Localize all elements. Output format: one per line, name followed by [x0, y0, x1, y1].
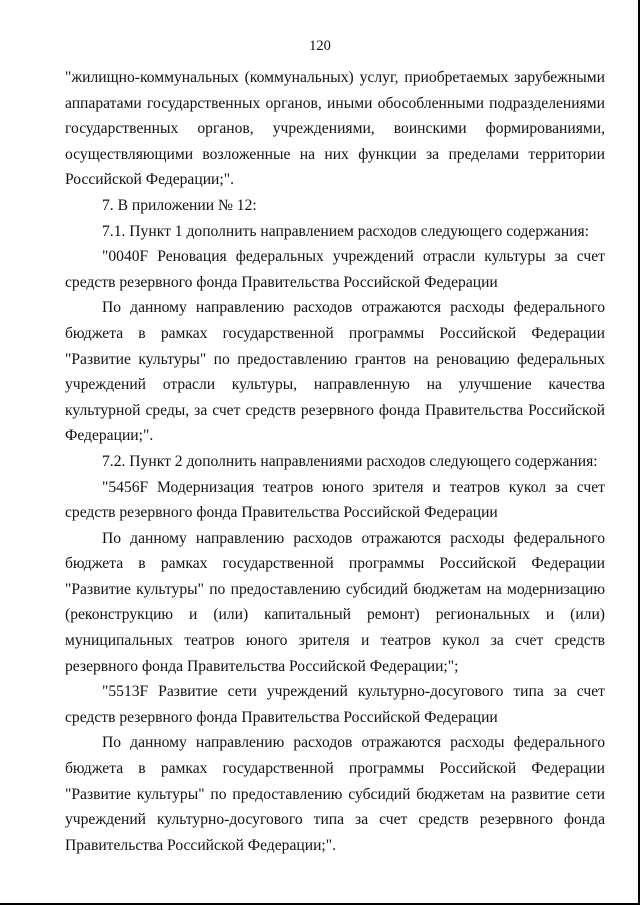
document-body [65, 65, 605, 858]
paragraph-3: 7.1. Пункт 1 дополнить направлением расходов следующего содержания: [102, 222, 590, 240]
paragraph-7: "5456F Модернизация театров юного зрителя и театров кукол за счет средств резервного фонда Правительства Российской Федерации [65, 478, 605, 522]
paragraph-5: По данному направлению расходов отражаются расходы федерального бюджета в рамках государственной программы Российской Федерации "Развитие культуры" по предоставлению грантов на реновацию федеральных учреждений отрасли культуры, направленную на улучшение качества культурной среды, за счет средств резервного фонда Правительства Российской Федерации;". [65, 299, 605, 445]
paragraph-2: 7. В приложении № 12: [102, 196, 257, 214]
paragraph-8: По данному направлению расходов отражаются расходы федерального бюджета в рамках государственной программы Российской Федерации "Развитие культуры" по предоставлению субсидий бюджетам на модернизацию (реконструкцию и (или) капитальный ремонт) региональных и (или) муниципальных театров юного зрителя и театров кукол за счет средств резервного фонда Правительства Российской Федерации;"; [65, 529, 605, 675]
page-number: 120 [309, 38, 331, 54]
paragraph-1: "жилищно-коммунальных (коммунальных) услуг, приобретаемых зарубежными аппаратами государственных органов, иными обособленными подразделениями государственных органов, учреждениями, воинскими формированиями, осуществляющими возложенные на них функции за пределами территории Российской Федерации;". [65, 69, 605, 189]
paragraph-4: "0040F Реновация федеральных учреждений отрасли культуры за счет средств резервного фонда Правительства Российской Федерации [65, 248, 605, 291]
paragraph-6: 7.2. Пункт 2 дополнить направлениями расходов следующего содержания: [102, 452, 598, 470]
paragraph-10: По данному направлению расходов отражаются расходы федерального бюджета в рамках государственной программы Российской Федерации "Развитие культуры" по предоставлению субсидий бюджетам на развитие сети учреждений культурно-досугового типа за счет средств резервного фонда Правительства Российской Федерации;". [65, 734, 605, 854]
paragraph-9: "5513F Развитие сети учреждений культурно-досугового типа за счет средств резервного фонда Правительства Российской Федерации [65, 683, 605, 726]
